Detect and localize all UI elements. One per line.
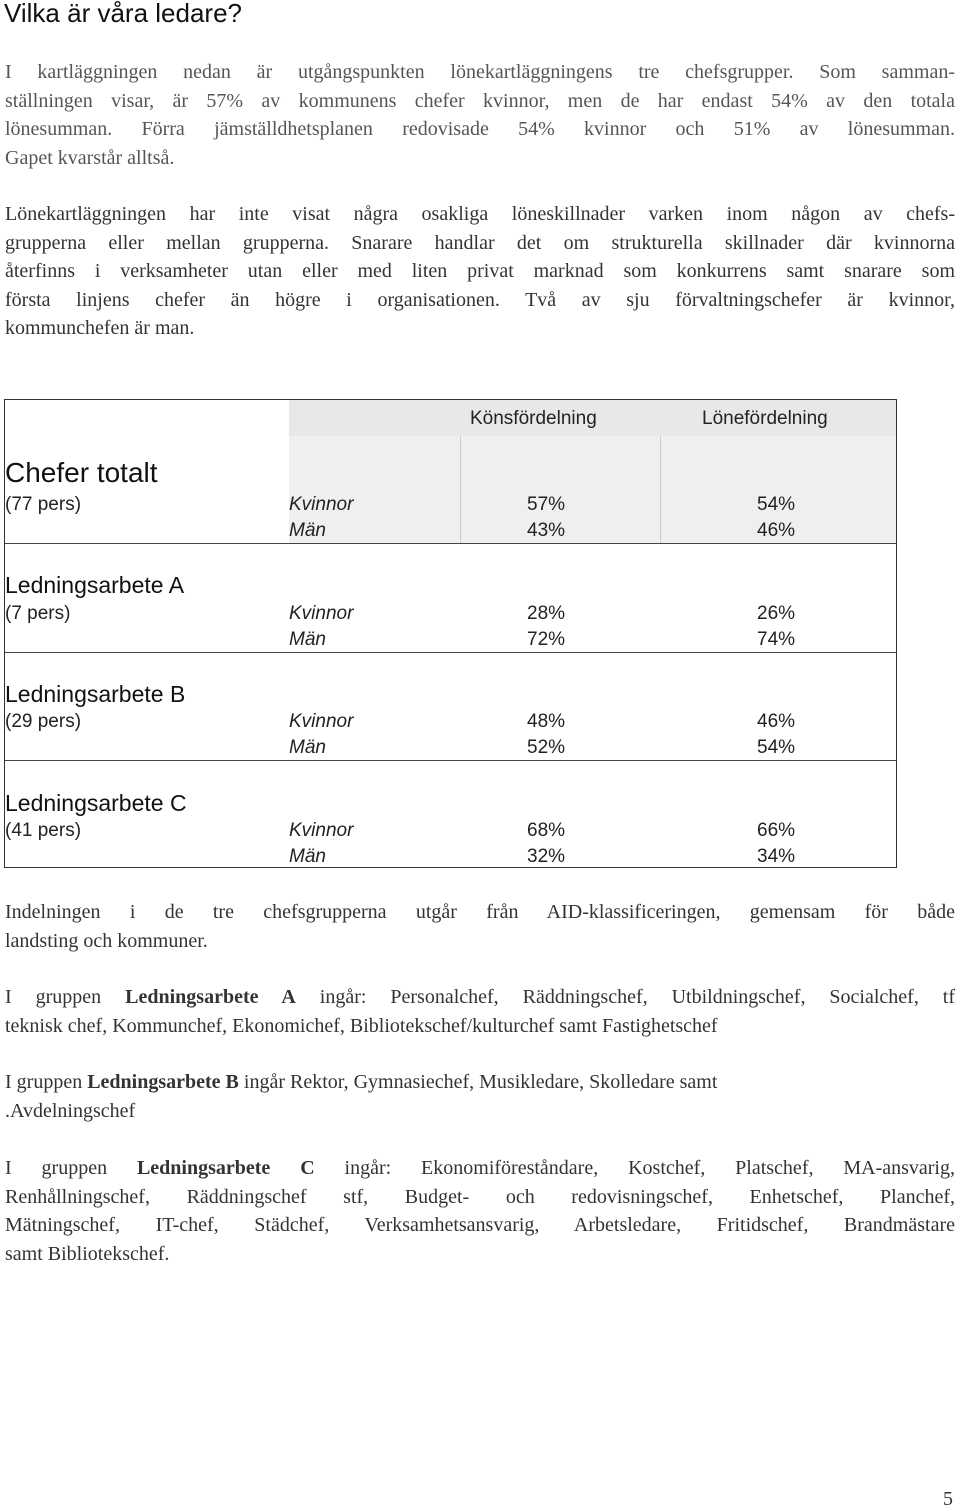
group-name: Ledningsarbete C: [136, 1157, 315, 1179]
text-line: kommunchefen är man.: [5, 317, 195, 339]
intro-paragraph: [5, 58, 955, 172]
text-line: landsting och kommuner.: [5, 929, 208, 952]
gender-share: 43%: [527, 520, 566, 541]
salary-share: 46%: [757, 711, 796, 732]
text-prefix: I gruppen: [5, 1071, 88, 1093]
gender-share: 57%: [527, 494, 566, 515]
group-count: (7 pers): [5, 603, 71, 624]
text-line: Lönekartläggningen har inte visat några osakliga löneskillnader varken inom någon av chefs-: [5, 203, 955, 225]
gender-share: 72%: [527, 629, 566, 650]
page-number: 5: [943, 1488, 953, 1510]
group-count: (77 pers): [5, 494, 82, 515]
gender-share: 28%: [527, 603, 566, 624]
row-label: Män: [289, 520, 326, 541]
text-line: [5, 1154, 955, 1183]
salary-share: 54%: [757, 494, 796, 515]
text-line: [5, 983, 955, 1012]
text-line: Indelningen i de tre chefsgrupperna utgår från AID-klassificeringen, gemensam för både: [5, 901, 955, 923]
gender-share: 52%: [527, 737, 566, 758]
column-header-salary: Lönefördelning: [702, 408, 828, 429]
text-rest: ingår: Ekonomiföreståndare, Kostchef, Platschef, MA-ansvarig,: [314, 1157, 955, 1179]
text-line: Gapet kvarstår alltså.: [5, 146, 175, 169]
row-divider: [5, 652, 896, 653]
text-line: I kartläggningen nedan är utgångspunkten lönekartläggningens tre chefsgrupper. Som samman-: [5, 61, 955, 83]
text-prefix: I gruppen: [5, 1157, 137, 1179]
salary-share: 26%: [757, 603, 796, 624]
group-b-paragraph: [5, 1068, 955, 1125]
text-line: ställningen visar, är 57% av kommunens chefer kvinnor, men de har endast 54% av den totala: [5, 89, 955, 112]
group-title: Chefer totalt: [5, 457, 158, 488]
text-line: .Avdelningschef: [5, 1099, 136, 1122]
row-label: Män: [289, 846, 326, 867]
group-a-paragraph: [5, 983, 955, 1040]
text-line: samt Bibliotekschef.: [5, 1242, 170, 1265]
group-title: Ledningsarbete A: [5, 572, 185, 598]
text-line: grupperna eller mellan grupperna. Snarare handlar det om strukturella skillnader där kvinnorna: [5, 231, 955, 254]
text-line: teknisk chef, Kommunchef, Ekonomichef, Bibliotekschef/kulturchef samt Fastighetschef: [5, 1014, 718, 1037]
text-rest: ingår Rektor, Gymnasiechef, Musikledare, Skolledare samt: [238, 1071, 718, 1093]
text-line: Mätningschef, IT-chef, Städchef, Verksamhetsansvarig, Arbetsledare, Fritidschef, Brandmästare: [5, 1214, 955, 1236]
page-heading: Vilka är våra ledare?: [4, 0, 242, 28]
gender-share: 32%: [527, 846, 566, 867]
group-title: Ledningsarbete C: [5, 790, 187, 816]
classification-paragraph: [5, 898, 955, 955]
group-count: (41 pers): [5, 820, 82, 841]
text-line: lönesumman. Förra jämställdhetsplanen redovisade 54% kvinnor och 51% av lönesumman.: [5, 118, 955, 140]
group-name: Ledningsarbete B: [87, 1071, 239, 1093]
total-row-shading: [289, 436, 896, 543]
group-count: (29 pers): [5, 711, 82, 732]
group-name: Ledningsarbete A: [125, 986, 296, 1008]
salary-share: 54%: [757, 737, 796, 758]
row-label: Kvinnor: [289, 711, 354, 732]
row-label: Kvinnor: [289, 603, 354, 624]
row-divider: [5, 543, 896, 544]
text-rest: ingår: Personalchef, Räddningschef, Utbildningschef, Socialchef, tf: [295, 986, 955, 1008]
text-line: Renhållningschef, Räddningschef stf, Budget- och redovisningschef, Enhetschef, Planchef,: [5, 1185, 955, 1208]
column-header-gender: Könsfördelning: [470, 408, 597, 429]
gender-share: 68%: [527, 820, 566, 841]
salary-share: 74%: [757, 629, 796, 650]
column-divider: [460, 436, 461, 543]
group-title: Ledningsarbete B: [5, 681, 186, 707]
row-label: Kvinnor: [289, 820, 354, 841]
salary-share: 34%: [757, 846, 796, 867]
salary-share: 66%: [757, 820, 796, 841]
row-label: Kvinnor: [289, 494, 354, 515]
gender-share: 48%: [527, 711, 566, 732]
text-prefix: I gruppen: [5, 986, 126, 1008]
row-label: Män: [289, 737, 326, 758]
salary-share: 46%: [757, 520, 796, 541]
row-label: Män: [289, 629, 326, 650]
text-line: [5, 1068, 955, 1097]
row-divider: [5, 760, 896, 761]
text-line: första linjens chefer än högre i organisationen. Två av sju förvaltningschefer är kvinnor,: [5, 288, 955, 311]
text-line: återfinns i verksamheter utan eller med liten privat marknad som konkurrens samt snarare som: [5, 260, 955, 282]
analysis-paragraph: [5, 200, 955, 343]
gender-distribution-table: [4, 399, 897, 868]
table-header-row: [5, 400, 898, 436]
group-c-paragraph: [5, 1154, 955, 1268]
column-divider: [660, 436, 661, 543]
